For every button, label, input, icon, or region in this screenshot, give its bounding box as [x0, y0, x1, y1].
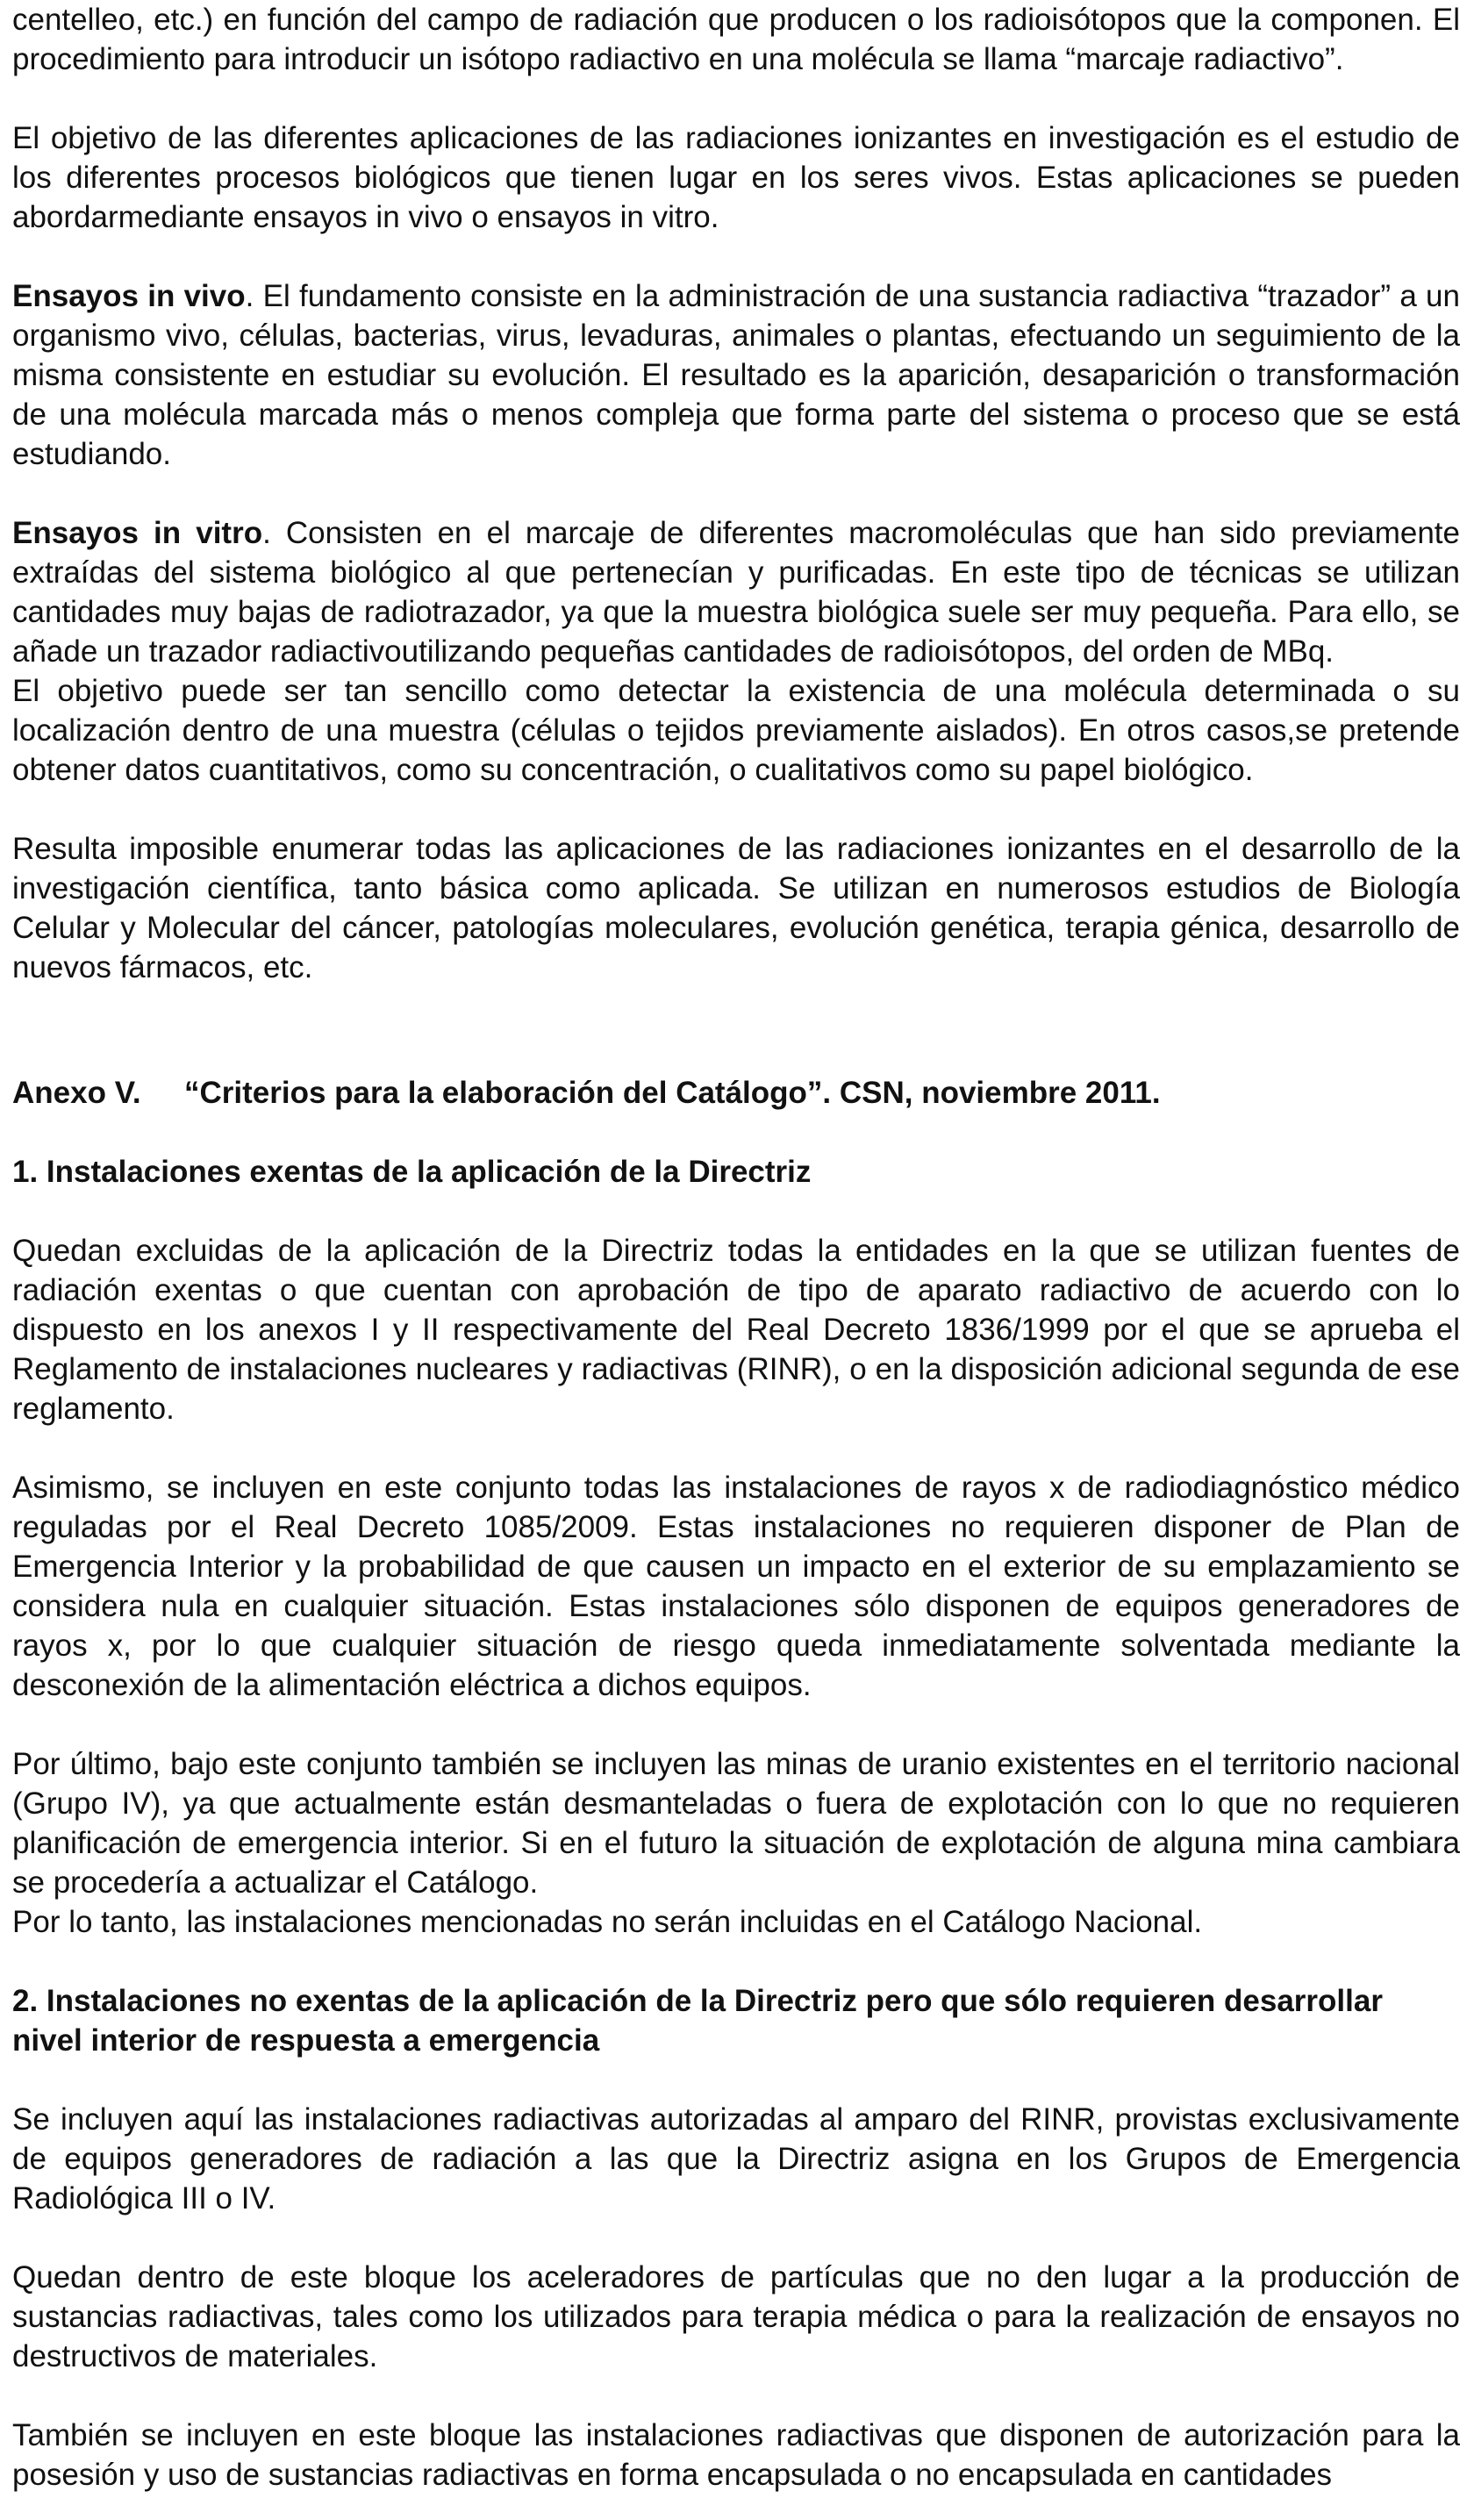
- section-1-final-line: Por lo tanto, las instalaciones mencionadas no serán incluidas en el Catálogo Nacional.: [12, 1905, 1203, 1939]
- closing-paragraph: Resulta imposible enumerar todas las aplicaciones de las radiaciones ionizantes en el desarrollo de la investigación científica, tanto básica como aplicada. Se utilizan en numerosos estudios de Biología Celular y Molecular del cáncer, patologías moleculares, evolución genética, terapia génica, desarrollo de nuevos fármacos, etc.: [12, 832, 1460, 984]
- section-1-paragraph-1: Quedan excluidas de la aplicación de la Directriz todas la entidades en la que se utilizan fuentes de radiación exentas o que cuentan con aprobación de tipo de aparato radiactivo de acuerdo con lo dispuesto en los anexos I y II respectivamente del Real Decreto 1836/1999 por el que se aprueba el Reglamento de instalaciones nucleares y radiactivas (RINR), o en la disposición adicional segunda de ese reglamento.: [12, 1234, 1460, 1426]
- section-1-heading: 1. Instalaciones exentas de la aplicación de la Directriz: [12, 1155, 812, 1189]
- in-vivo-text: . El fundamento consiste en la administración de una sustancia radiactiva “trazador” a un organismo vivo, células, bacterias, virus, levaduras, animales o plantas, efectuando un seguimiento de la misma consistente en estudiar su evolución. El resultado es la aparición, desaparición o transformación de una molécula marcada más o menos compleja que forma parte del sistema o proceso que se está estudiando.: [12, 279, 1460, 471]
- section-2-paragraph-3: También se incluyen en este bloque las instalaciones radiactivas que disponen de autorización para la posesión y uso de sustancias radiactivas en forma encapsulada o no encapsulada en cantidades: [12, 2418, 1460, 2492]
- section-1-paragraph-3: Por último, bajo este conjunto también se incluyen las minas de uranio existentes en el territorio nacional (Grupo IV), ya que actualmente están desmanteladas o fuera de explotación con lo que no requieren planificación de emergencia interior. Si en el futuro la situación de explotación de alguna mina cambiara se procedería a actualizar el Catálogo.: [12, 1747, 1460, 1900]
- section-2-paragraph-1: Se incluyen aquí las instalaciones radiactivas autorizadas al amparo del RINR, provistas exclusivamente de equipos generadores de radiación a las que la Directriz asigna en los Grupos de Emergencia Radiológica III o IV.: [12, 2102, 1460, 2216]
- intro-paragraph-2: El objetivo de las diferentes aplicaciones de las radiaciones ionizantes en investigación es el estudio de los diferentes procesos biológicos que tienen lugar en los seres vivos. Estas aplicaciones se pueden abordarmediante ensayos in vivo o ensayos in vitro.: [12, 121, 1460, 234]
- annex-title: “Criterios para la elaboración del Catálogo”. CSN, noviembre 2011.: [184, 1076, 1161, 1110]
- in-vitro-paragraph-2: El objetivo puede ser tan sencillo como detectar la existencia de una molécula determinada o su localización dentro de una muestra (células o tejidos previamente aislados). En otros casos,se pretende obtener datos cuantitativos, como su concentración, o cualitativos como su papel biológico.: [12, 674, 1460, 787]
- section-2-paragraph-2: Quedan dentro de este bloque los aceleradores de partículas que no den lugar a la producción de sustancias radiactivas, tales como los utilizados para terapia médica o para la realización de ensayos no destructivos de materiales.: [12, 2260, 1460, 2373]
- in-vivo-lead: Ensayos in vivo: [12, 279, 246, 313]
- in-vitro-text: . Consisten en el marcaje de diferentes macromoléculas que han sido previamente extraídas del sistema biológico al que pertenecían y purificadas. En este tipo de técnicas se utilizan cantidades muy bajas de radiotrazador, ya que la muestra biológica suele ser muy pequeña. Para ello, se añade un trazador radiactivoutilizando pequeñas cantidades de radioisótopos, del orden de MBq.: [12, 516, 1460, 669]
- in-vitro-paragraph: [12, 513, 1460, 671]
- section-2-heading: 2. Instalaciones no exentas de la aplicación de la Directriz pero que sólo requieren desarrollar nivel interior de respuesta a emergencia: [12, 1984, 1383, 2058]
- in-vitro-lead: Ensayos in vitro: [12, 516, 263, 550]
- annex-label: Anexo V.: [12, 1076, 141, 1110]
- in-vivo-paragraph: [12, 276, 1460, 474]
- section-1-paragraph-2: Asimismo, se incluyen en este conjunto todas las instalaciones de rayos x de radiodiagnóstico médico reguladas por el Real Decreto 1085/2009. Estas instalaciones no requieren disponer de Plan de Emergencia Interior y la probabilidad de que causen un impacto en el exterior de su emplazamiento se considera nula en cualquier situación. Estas instalaciones sólo disponen de equipos generadores de rayos x, por lo que cualquier situación de riesgo queda inmediatamente solventada mediante la desconexión de la alimentación eléctrica a dichos equipos.: [12, 1471, 1460, 1702]
- annex-heading: [12, 1073, 1460, 1113]
- intro-paragraph-1: centelleo, etc.) en función del campo de radiación que producen o los radioisótopos que la componen. El procedimiento para introducir un isótopo radiactivo en una molécula se llama “marcaje radiactivo”.: [12, 3, 1460, 76]
